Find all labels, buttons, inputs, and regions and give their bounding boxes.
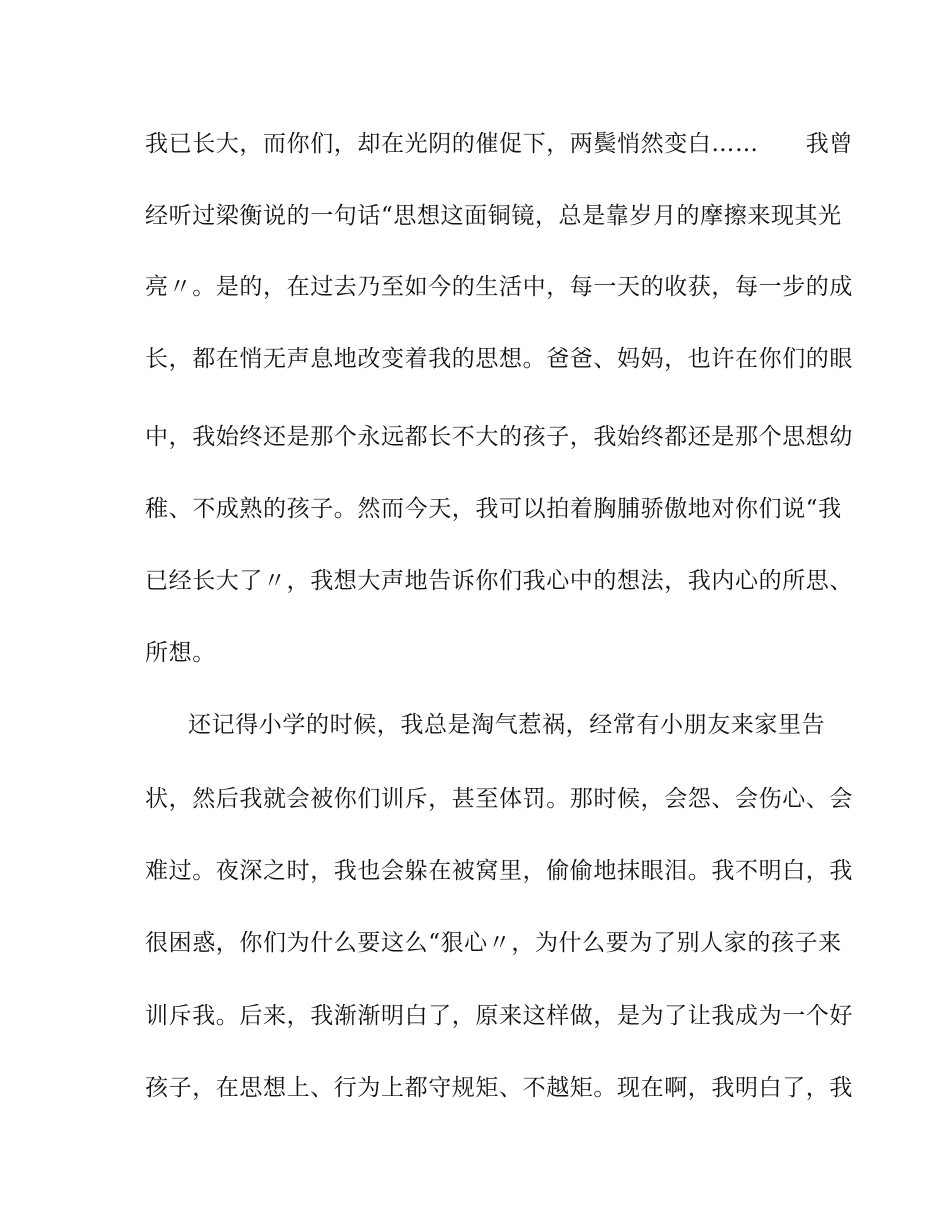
text-line-10: 状，然后我就会被你们训斥，甚至体罚。那时候，会怨、会伤心、会 [145, 786, 853, 812]
text-line-11: 难过。夜深之时，我也会躲在被窝里，偷偷地抹眼泪。我不明白，我 [145, 858, 853, 884]
text-line-1: 我已长大，而你们，却在光阴的催促下，两鬓悄然变白…… 我曾 [145, 131, 853, 157]
text-line-14: 孩子，在思想上、行为上都守规矩、不越矩。现在啊，我明白了，我 [145, 1075, 853, 1101]
text-line-3: 亮〃。是的，在过去乃至如今的生活中，每一天的收获，每一步的成 [145, 274, 853, 300]
text-line-6: 稚、不成熟的孩子。然而今天，我可以拍着胸脯骄傲地对你们说“我 [145, 496, 842, 522]
text-line-12: 很困惑，你们为什么要这么“狠心〃，为什么要为了别人家的孩子来 [145, 930, 842, 956]
text-line-2: 经听过梁衡说的一句话“思想这面铜镜，总是靠岁月的摩擦来现其光 [145, 203, 842, 229]
text-line-5: 中，我始终还是那个永远都长不大的孩子，我始终都还是那个思想幼 [145, 424, 853, 450]
text-line-9: 还记得小学的时候，我总是淘气惹祸，经常有小朋友来家里告 [188, 712, 826, 738]
text-line-8: 所想。 [145, 640, 216, 666]
text-line-7: 已经长大了〃，我想大声地告诉你们我心中的想法，我内心的所思、 [145, 568, 853, 594]
text-line-4: 长，都在悄无声息地改变着我的思想。爸爸、妈妈，也许在你们的眼 [145, 346, 853, 372]
text-line-13: 训斥我。后来，我渐渐明白了，原来这样做，是为了让我成为一个好 [145, 1003, 853, 1029]
